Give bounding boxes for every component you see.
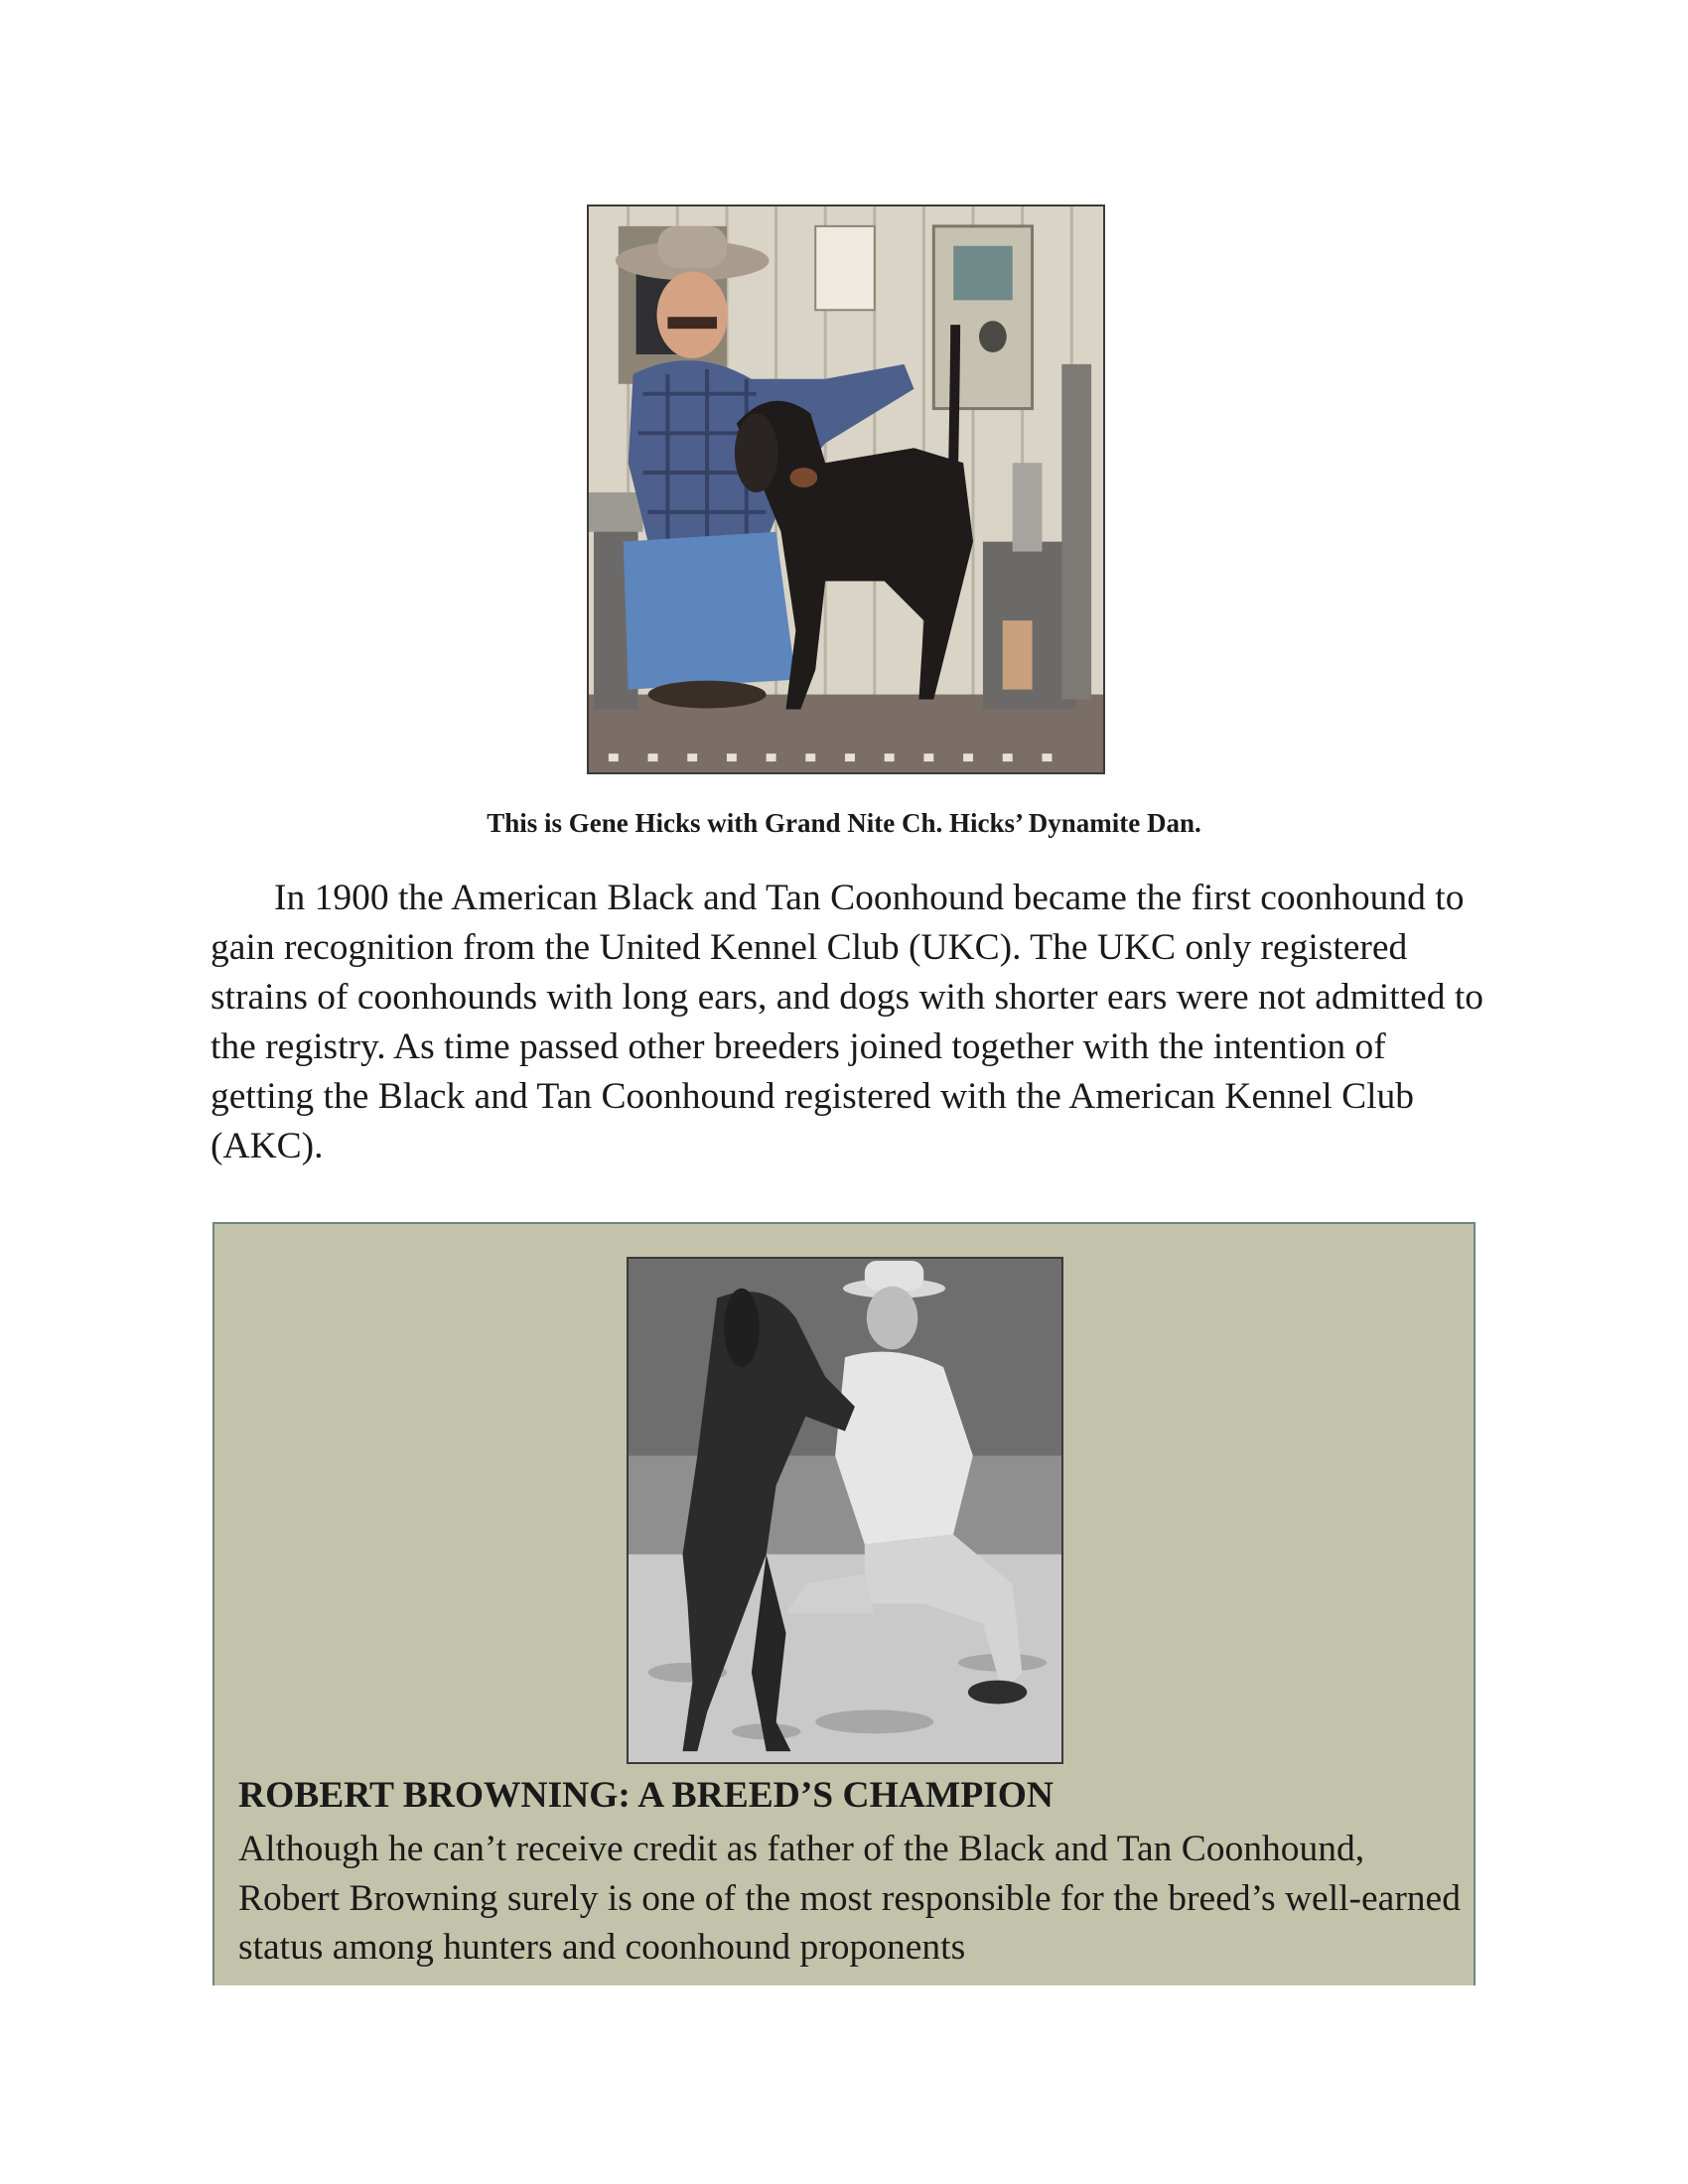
sidebar-heading: ROBERT BROWNING: A BREED’S CHAMPION xyxy=(238,1775,1055,1816)
photo-robert-browning-with-dog xyxy=(627,1257,1063,1764)
photo-gene-hicks-with-dog xyxy=(587,205,1105,774)
photo-caption: This is Gene Hicks with Grand Nite Ch. Hicks’ Dynamite Dan. xyxy=(487,808,1201,838)
body-paragraph: In 1900 the American Black and Tan Coonhound became the first coonhound to gain recognition from the United Kennel Club (UKC). The UKC only registered strains of coonhounds with long ears, and dogs with shorter ears were not admitted to the registry. As time passed other breeders joined together with the intention of getting the Black and Tan Coonhound registered with the American Kennel Club (AKC). xyxy=(211,878,1484,1166)
sidebar-paragraph: Although he can’t receive credit as father of the Black and Tan Coonhound, Robert Browning surely is one of the most responsible for the breed’s well-earned status among hunters and coonhound proponents xyxy=(238,1829,1461,1968)
